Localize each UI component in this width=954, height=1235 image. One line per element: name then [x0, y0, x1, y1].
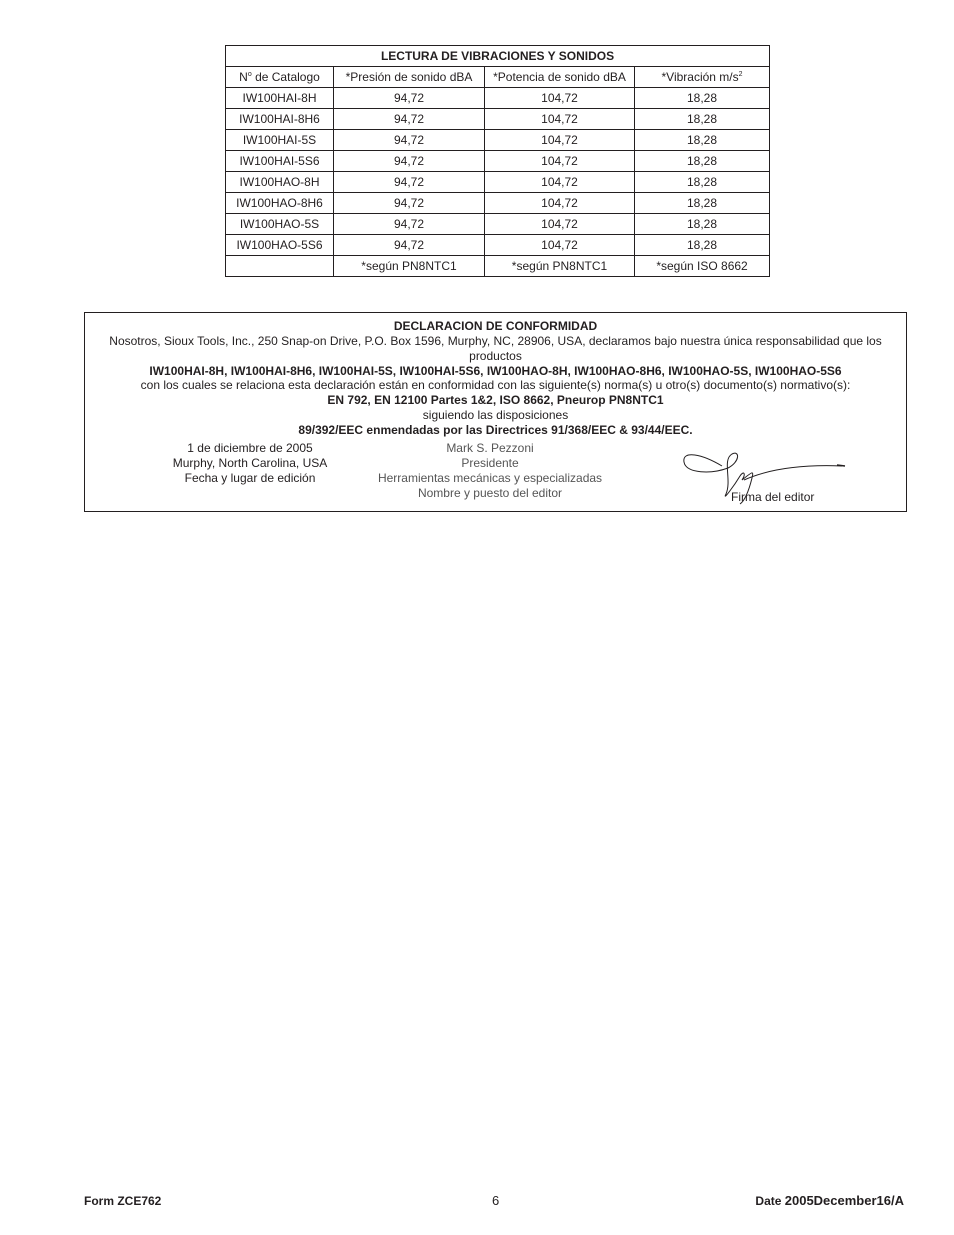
- table-header-row: [226, 67, 770, 88]
- editor-department: Herramientas mecánicas y especializadas: [377, 471, 603, 485]
- cell-power: 104,72: [485, 109, 635, 130]
- cell-vibration: 18,28: [635, 130, 770, 151]
- signature-label: Firma del editor: [731, 490, 815, 504]
- table-row: [226, 193, 770, 214]
- cell-pressure: 94,72: [334, 235, 485, 256]
- form-number: Form ZCE762: [84, 1194, 162, 1208]
- cell-power: 104,72: [485, 88, 635, 109]
- declaration-following: siguiendo las disposiciones: [422, 408, 569, 422]
- note-vibration: *según ISO 8662: [635, 256, 770, 277]
- cell-vibration: 18,28: [635, 151, 770, 172]
- cell-model: IW100HAO-5S: [226, 214, 334, 235]
- vibration-sound-table: [225, 45, 770, 277]
- declaration-intro-line1: Nosotros, Sioux Tools, Inc., 250 Snap-on Drive, P.O. Box 1596, Murphy, NC, 28906, USA, declaramos bajo nuestra única responsabilidad que los: [109, 334, 882, 348]
- table-row: [226, 214, 770, 235]
- header-sound-power: *Potencia de sonido dBA: [485, 67, 635, 88]
- cell-vibration: 18,28: [635, 193, 770, 214]
- editor-title: Presidente: [461, 456, 519, 470]
- cell-vibration: 18,28: [635, 214, 770, 235]
- cell-vibration: 18,28: [635, 235, 770, 256]
- header-sound-pressure: *Presión de sonido dBA: [334, 67, 485, 88]
- cell-pressure: 94,72: [334, 109, 485, 130]
- header-catalog: $N^o$ de Catalogo: [226, 67, 334, 88]
- cell-pressure: 94,72: [334, 172, 485, 193]
- footer-date: Date 2005December16/A: [755, 1193, 904, 1208]
- table-row: [226, 235, 770, 256]
- declaration-standards: EN 792, EN 12100 Partes 1&2, ISO 8662, Pneurop PN8NTC1: [327, 393, 664, 407]
- cell-pressure: 94,72: [334, 130, 485, 151]
- header-vibration: *Vibración $m/s^2$: [635, 67, 770, 88]
- cell-model: IW100HAO-8H: [226, 172, 334, 193]
- cell-vibration: 18,28: [635, 172, 770, 193]
- date-place-label: Fecha y lugar de edición: [184, 471, 316, 485]
- declaration-products: IW100HAI-8H, IW100HAI-8H6, IW100HAI-5S, IW100HAI-5S6, IW100HAO-8H, IW100HAO-8H6, IW100HAO-5S, IW100HAO-5S6: [149, 364, 842, 378]
- cell-model: IW100HAO-5S6: [226, 235, 334, 256]
- cell-power: 104,72: [485, 193, 635, 214]
- declaration-title: DECLARACION DE CONFORMIDAD: [393, 319, 598, 333]
- declaration-directives: 89/392/EEC enmendadas por las Directrices 91/368/EEC & 93/44/EEC.: [298, 423, 693, 437]
- cell-power: 104,72: [485, 151, 635, 172]
- editor-label: Nombre y puesto del editor: [417, 486, 563, 500]
- page-number: 6: [492, 1193, 500, 1208]
- cell-model: IW100HAI-8H6: [226, 109, 334, 130]
- cell-pressure: 94,72: [334, 193, 485, 214]
- declaration-box: [84, 312, 907, 512]
- cell-power: 104,72: [485, 235, 635, 256]
- table-title: LECTURA DE VIBRACIONES Y SONIDOS: [226, 46, 770, 67]
- cell-model: IW100HAI-8H: [226, 88, 334, 109]
- cell-power: 104,72: [485, 172, 635, 193]
- note-power: *según PN8NTC1: [485, 256, 635, 277]
- issue-place: Murphy, North Carolina, USA: [172, 456, 328, 470]
- table-row: [226, 88, 770, 109]
- editor-block: [360, 441, 620, 501]
- table-notes-row: [226, 256, 770, 277]
- cell-power: 104,72: [485, 130, 635, 151]
- cell-model: IW100HAI-5S6: [226, 151, 334, 172]
- declaration-conformity-text: con los cuales se relaciona esta declaración están en conformidad con las siguiente(s) norma(s) u otro(s) documento(s) normativo(s):: [140, 378, 851, 392]
- table-row: [226, 109, 770, 130]
- table-row: [226, 151, 770, 172]
- cell-pressure: 94,72: [334, 214, 485, 235]
- declaration-intro-line2: productos: [469, 349, 522, 363]
- cell-power: 104,72: [485, 214, 635, 235]
- issue-date: 1 de diciembre de 2005: [187, 441, 313, 455]
- cell-model: IW100HAI-5S: [226, 130, 334, 151]
- note-empty: [226, 256, 334, 277]
- cell-pressure: 94,72: [334, 88, 485, 109]
- cell-pressure: 94,72: [334, 151, 485, 172]
- editor-name: Mark S. Pezzoni: [446, 441, 534, 455]
- note-pressure: *según PN8NTC1: [334, 256, 485, 277]
- cell-vibration: 18,28: [635, 109, 770, 130]
- table-row: [226, 130, 770, 151]
- cell-vibration: 18,28: [635, 88, 770, 109]
- date-place-block: [155, 441, 345, 486]
- cell-model: IW100HAO-8H6: [226, 193, 334, 214]
- table-row: [226, 172, 770, 193]
